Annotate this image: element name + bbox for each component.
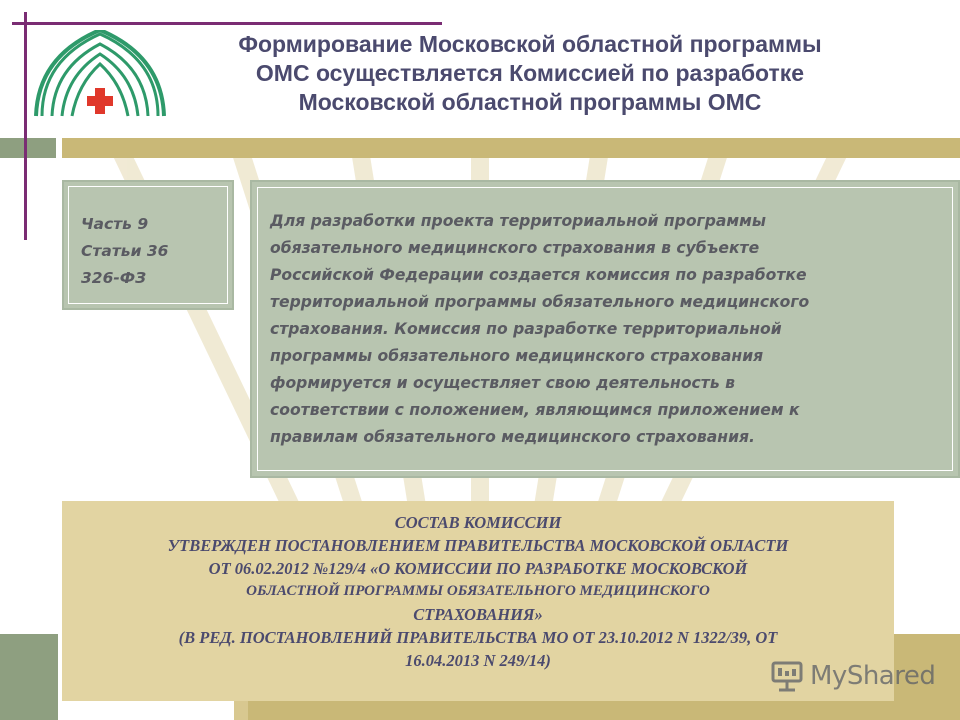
reference-article: Статьи 36 <box>81 242 169 260</box>
commission-line: УТВЕРЖДЕН ПОСТАНОВЛЕНИЕМ ПРАВИТЕЛЬСТВА МОСКОВСКОЙ ОБЛАСТИ <box>167 536 789 555</box>
reference-part: Часть 9 <box>81 215 149 233</box>
title-line: Московской областной программы ОМС <box>298 89 762 115</box>
decor-band-bottom-green <box>0 634 58 720</box>
commission-heading: СОСТАВ КОМИССИИ <box>394 513 562 532</box>
reference-law: 326-ФЗ <box>81 269 147 287</box>
law-text-line: соответствии с положением, являющимся приложением к <box>270 401 800 419</box>
title-line: ОМС осуществляется Комиссией по разработке <box>255 60 805 86</box>
accent-vertical-line <box>24 12 27 240</box>
watermark <box>770 656 935 696</box>
medical-dome-cross-logo <box>34 30 166 120</box>
presentation-board-icon <box>770 659 804 693</box>
commission-line: (В РЕД. ПОСТАНОВЛЕНИЙ ПРАВИТЕЛЬСТВА МО ОТ 23.10.2012 N 1322/39, ОТ <box>178 628 778 647</box>
law-text-line: программы обязательного медицинского страхования <box>270 347 764 365</box>
title-line: Формирование Московской областной программы <box>238 31 822 57</box>
commission-line: ОТ 06.02.2012 №129/4 «О КОМИССИИ ПО РАЗРАБОТКЕ МОСКОВСКОЙ <box>208 559 748 578</box>
law-text-line: Для разработки проекта территориальной программы <box>270 212 766 230</box>
law-text-line: правилам обязательного медицинского страхования. <box>270 428 755 446</box>
law-text-line: территориальной программы обязательного медицинского <box>270 293 810 311</box>
law-text-line: Российской Федерации создается комиссия по разработке <box>270 266 807 284</box>
accent-horizontal-line <box>12 22 442 25</box>
law-text-line: обязательного медицинского страхования в субъекте <box>270 239 760 257</box>
commission-line: СТРАХОВАНИЯ» <box>413 605 543 624</box>
law-text-line: формируется и осуществляет свою деятельность в <box>270 374 735 392</box>
decor-band-green <box>0 138 56 158</box>
page-title <box>180 30 880 117</box>
commission-line: ОБЛАСТНОЙ ПРОГРАММЫ ОБЯЗАТЕЛЬНОГО МЕДИЦИНСКОГО <box>246 583 710 599</box>
law-text-box <box>250 180 960 478</box>
decor-band-gold <box>62 138 960 158</box>
commission-line: 16.04.2013 N 249/14) <box>405 651 551 670</box>
law-text-line: страхования. Комиссия по разработке территориальной <box>270 320 782 338</box>
law-reference-box <box>62 180 234 310</box>
watermark-text: MyShared <box>810 661 936 691</box>
